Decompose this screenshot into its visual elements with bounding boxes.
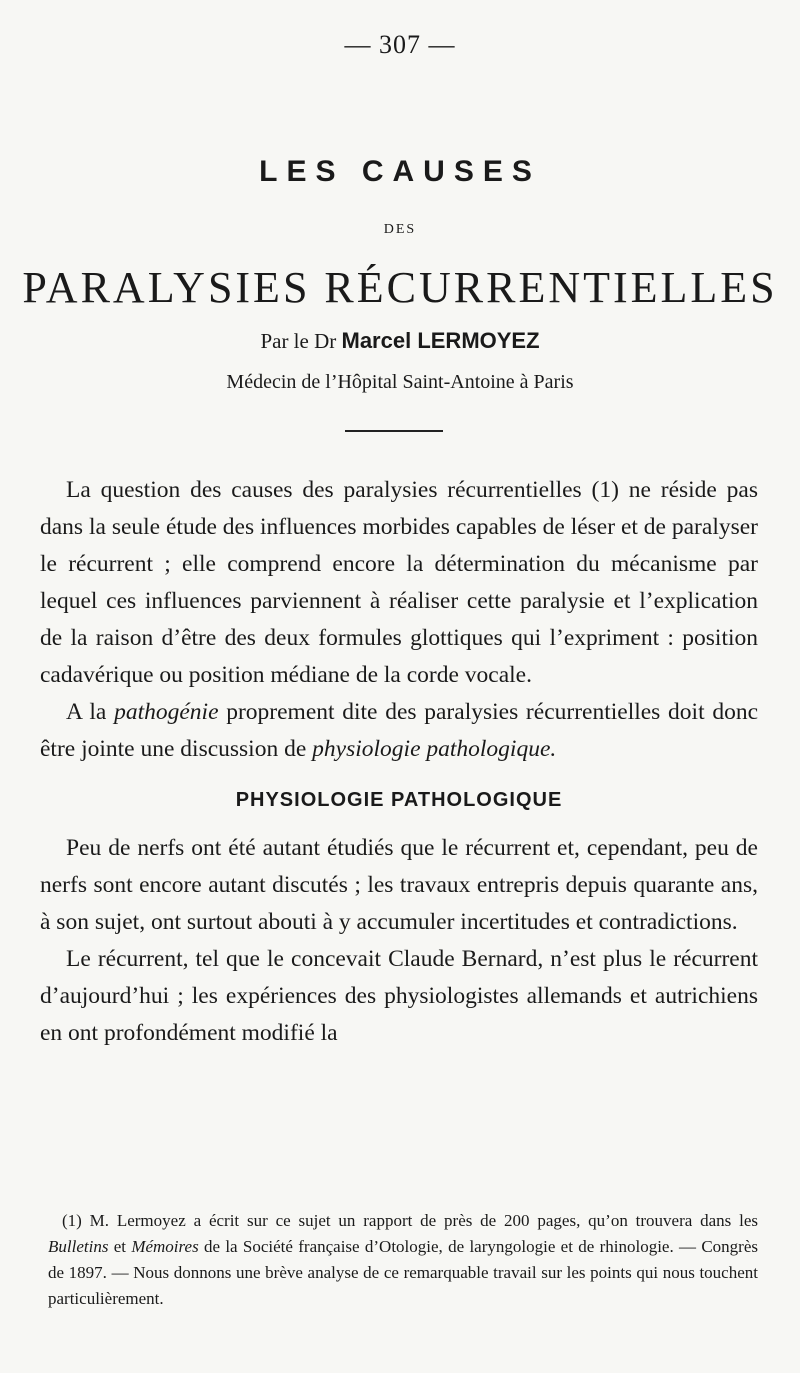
section-heading: PHYSIOLOGIE PATHOLOGIQUE — [235, 789, 563, 811]
byline-prefix: Par le Dr — [260, 329, 337, 353]
separator-rule — [345, 430, 443, 432]
paragraph-2-emphasis-pathogenie: pathogénie — [114, 699, 219, 725]
footnote-text-a: (1) M. Lermoyez a écrit sur ce sujet un rapport de près de 200 pages, qu’on trouvera dans les — [62, 1211, 758, 1230]
footnote-emphasis-memoires: Mémoires — [131, 1237, 199, 1256]
title-des: DES — [383, 222, 417, 237]
footnote-text-b: et — [108, 1237, 132, 1256]
paragraph-2-text-b: proprement dite des paralysies récurrentielles doit donc être jointe une discussion de — [40, 699, 758, 762]
paragraph-3: Peu de nerfs ont été autant étudiés que le récurrent et, cependant, peu de nerfs sont encore autant discutés ; les travaux entrepris depuis quarante ans, à son sujet, ont surtout abouti à y accumuler incertitudes et contradictions. — [40, 835, 758, 935]
title-causes: LES CAUSES — [259, 155, 541, 188]
author-affiliation: Médecin de l’Hôpital Saint-Antoine à Paris — [226, 371, 574, 393]
paragraph-2-text-a: A la — [66, 699, 115, 725]
paragraph-2-emphasis-physiologie: physiologie pathologique. — [312, 736, 557, 762]
page-number: — 307 — — [344, 30, 456, 59]
byline — [0, 328, 800, 354]
title-main: PARALYSIES RÉCURRENTIELLES — [22, 263, 778, 312]
paragraph-1: La question des causes des paralysies récurrentielles (1) ne réside pas dans la seule étude des influences morbides capables de léser et de paralyser le récurrent ; elle comprend encore la détermination du mécanisme par lequel ces influences parviennent à réaliser cette paralysie et l’explication de la raison d’être des deux formules glottiques qui l’expriment : position cadavérique ou position médiane de la corde vocale. — [40, 477, 758, 688]
footnote-text-c: de la Société française d’Otologie, de laryngologie et de rhinologie. — Congrès de 1897. — Nous donnons une brève analyse de ce remarquable travail sur les points qui nous touchent particulièrement. — [48, 1237, 758, 1308]
paragraph-4: Le récurrent, tel que le concevait Claude Bernard, n’est plus le récurrent d’aujourd’hui ; les expériences des physiologistes allemands et autrichiens en ont profondément modifié la — [40, 946, 758, 1046]
document-page — [22, 0, 778, 1373]
article-body — [40, 472, 758, 1052]
footnote — [48, 1208, 758, 1312]
paragraph-2 — [40, 694, 758, 768]
author-name: Marcel LERMOYEZ — [341, 328, 540, 353]
footnote-text — [48, 1208, 758, 1312]
footnote-emphasis-bulletins: Bulletins — [48, 1237, 109, 1256]
